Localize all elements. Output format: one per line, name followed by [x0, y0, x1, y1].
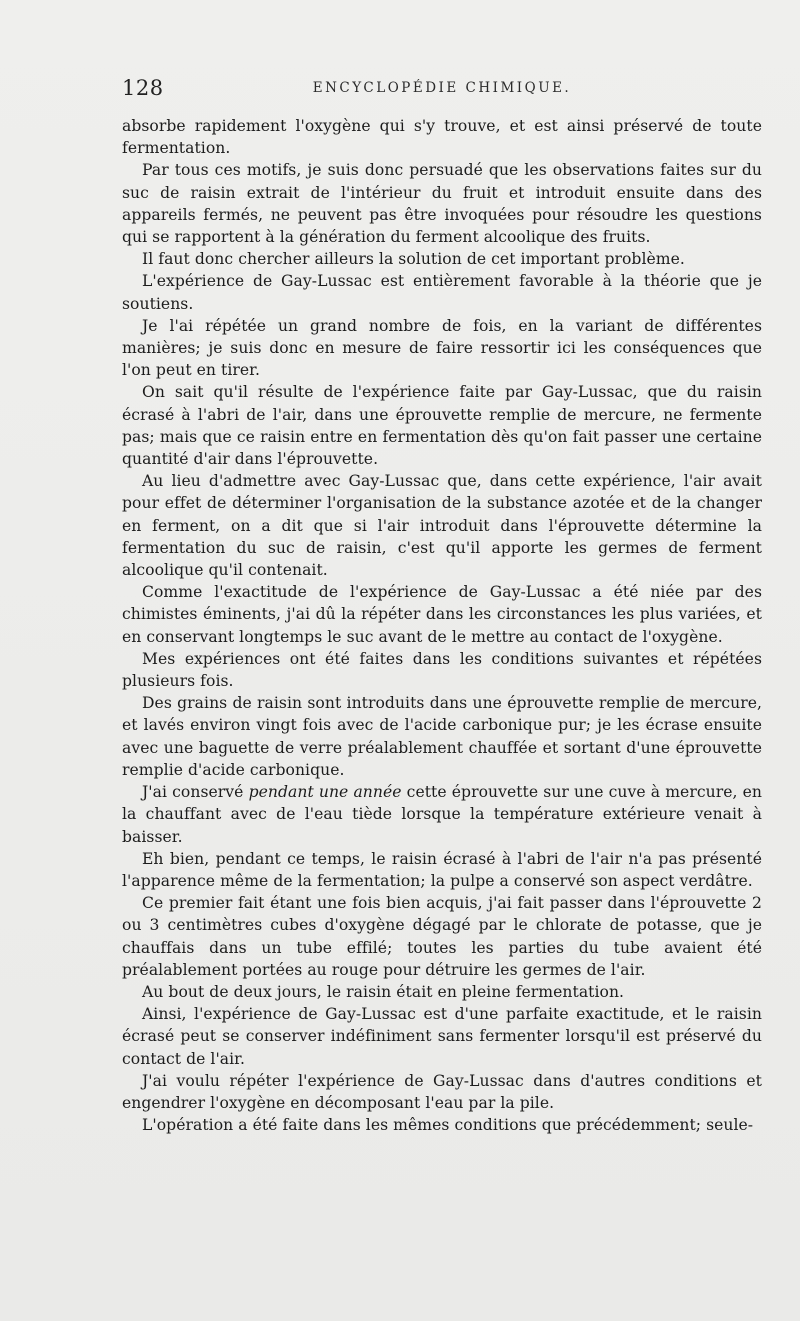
paragraph: Comme l'exactitude de l'expérience de Gay-Lussac a été niée par des chimistes éminents, j'ai dû la répéter dans les circonstances les plus variées, et en conservant longtemps le suc avant de le mettre au contact de l'oxygène.: [122, 583, 762, 646]
page-header: [122, 76, 762, 104]
paragraph-with-emphasis: [122, 781, 762, 848]
paragraph: Eh bien, pendant ce temps, le raisin écrasé à l'abri de l'air n'a pas présenté l'apparence même de la fermentation; la pulpe a conservé son aspect verdâtre.: [122, 849, 762, 890]
body-text: [122, 115, 762, 1136]
paragraph: L'expérience de Gay-Lussac est entièrement favorable à la théorie que je soutiens.: [122, 272, 762, 313]
text-run: cette éprouvette sur une cuve à mercure, en la chauffant avec de l'eau tiède lorsque la température extérieure venait à baisser.: [122, 783, 762, 846]
paragraph: Je l'ai répétée un grand nombre de fois, en la variant de différentes manières; je suis donc en mesure de faire ressortir ici les conséquences que l'on peut en tirer.: [122, 316, 762, 380]
emphasis-text: pendant une année: [248, 783, 402, 802]
paragraph: Il faut donc chercher ailleurs la solution de cet important problème.: [142, 250, 685, 269]
paragraph: Ce premier fait étant une fois bien acquis, j'ai fait passer dans l'éprouvette 2 ou 3 centimètres cubes d'oxygène dégagé par le chlorate de potasse, que je chauffais dans un tube effilé; toutes les parties du tube avaient été préalablement portées au rouge pour détruire les germes de l'air.: [122, 894, 762, 979]
paragraph: J'ai voulu répéter l'expérience de Gay-Lussac dans d'autres conditions et engendrer l'oxygène en décomposant l'eau par la pile.: [122, 1071, 762, 1112]
paragraph: Au lieu d'admettre avec Gay-Lussac que, dans cette expérience, l'air avait pour effet de déterminer l'organisation de la substance azotée et de la changer en ferment, on a dit que si l'air introduit dans l'éprouvette détermine la fermentation du suc de raisin, c'est qu'il apporte les germes de ferment alcoolique qu'il contenait.: [122, 472, 762, 580]
paragraph: On sait qu'il résulte de l'expérience faite par Gay-Lussac, que du raisin écrasé à l'abri de l'air, dans une éprouvette remplie de mercure, ne fermente pas; mais que ce raisin entre en fermentation dès qu'on fait passer une certaine quantité d'air dans l'éprouvette.: [122, 383, 762, 469]
paragraph: Des grains de raisin sont introduits dans une éprouvette remplie de mercure, et lavés environ vingt fois avec de l'acide carbonique pur; je les écrase ensuite avec une baguette de verre préalablement chauffée et sortant d'une éprouvette remplie d'acide carbonique.: [122, 694, 762, 779]
paragraph: Ainsi, l'expérience de Gay-Lussac est d'une parfaite exactitude, et le raisin écrasé peut se conserver indéfiniment sans fermenter lorsqu'il est préservé du contact de l'air.: [122, 1005, 762, 1068]
paragraph: Par tous ces motifs, je suis donc persuadé que les observations faites sur du suc de raisin extrait de l'intérieur du fruit et introduit ensuite dans des appareils fermés, ne peuvent pas être invoquées pour résoudre les questions qui se rapportent à la génération du ferment alcoolique des fruits.: [122, 161, 762, 247]
running-title: ENCYCLOPÉDIE CHIMIQUE.: [312, 80, 572, 96]
page-number: 128: [122, 76, 164, 100]
paragraph-truncated: L'opération a été faite dans les mêmes conditions que précédemment; seule-: [142, 1116, 754, 1135]
text-run: J'ai conservé: [142, 783, 249, 802]
paragraph: Mes expériences ont été faites dans les conditions suivantes et répétées plusieurs fois.: [122, 649, 762, 691]
paragraph: Au bout de deux jours, le raisin était en pleine fermentation.: [142, 982, 625, 1001]
paragraph-continuation: absorbe rapidement l'oxygène qui s'y trouve, et est ainsi préservé de toute fermentation.: [122, 117, 762, 158]
